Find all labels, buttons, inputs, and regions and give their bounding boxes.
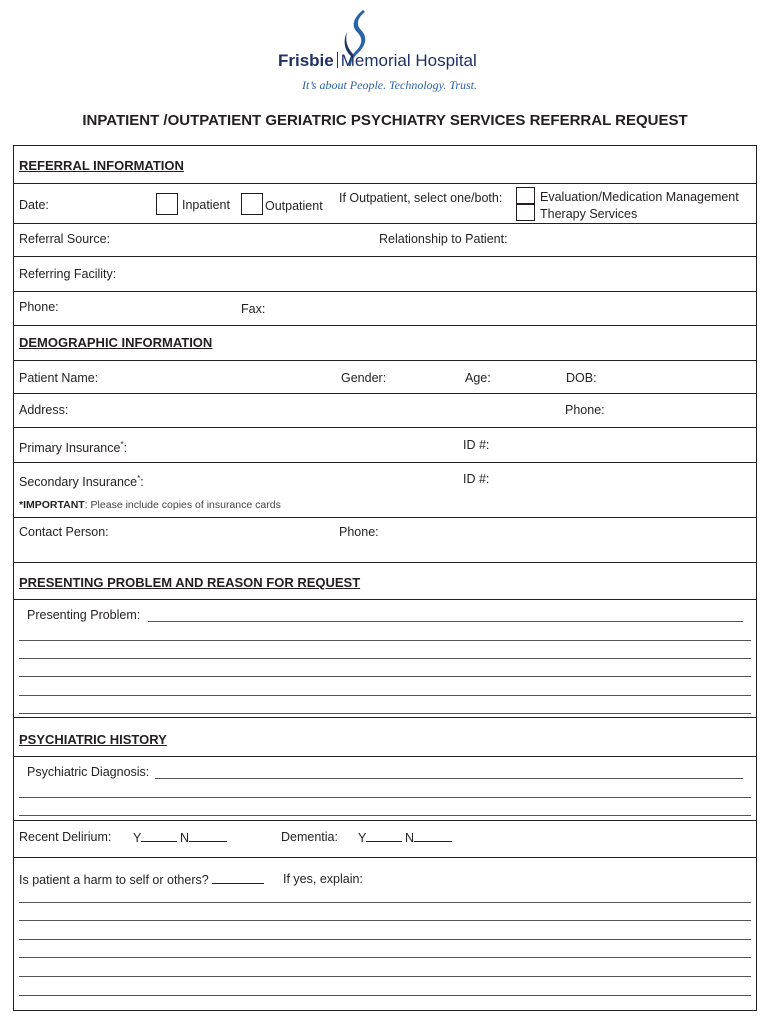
contact-phone-label: Phone: — [339, 525, 379, 539]
outpatient-checkbox[interactable] — [241, 193, 263, 215]
therapy-checkbox[interactable] — [516, 204, 535, 221]
dementia-no[interactable]: N — [405, 830, 452, 845]
delirium-yes[interactable]: Y — [133, 830, 177, 845]
inpatient-checkbox[interactable] — [156, 193, 178, 215]
therapy-option-label: Therapy Services — [540, 207, 638, 221]
presenting-problem-line[interactable] — [148, 621, 743, 622]
important-note: *IMPORTANT: Please include copies of insurance cards — [19, 499, 281, 511]
dementia-label: Dementia: — [281, 830, 338, 844]
referral-phone-label: Phone: — [19, 300, 59, 314]
secondary-insurance-label: Secondary Insurance*: — [19, 473, 144, 489]
psychiatric-diagnosis-label: Psychiatric Diagnosis: — [27, 765, 150, 779]
primary-id-label: ID #: — [463, 438, 490, 452]
evaluation-option-label: Evaluation/Medication Management — [540, 190, 739, 204]
logo-regular-text: Memorial Hospital — [340, 51, 477, 70]
outpatient-label: Outpatient — [265, 199, 323, 213]
explain-line[interactable] — [19, 902, 751, 903]
patient-name-label: Patient Name: — [19, 371, 99, 385]
section-demographic-heading: DEMOGRAPHIC INFORMATION — [19, 335, 213, 350]
diagnosis-line[interactable] — [155, 778, 743, 779]
explain-line[interactable] — [19, 957, 751, 958]
tagline: It’s about People. Technology. Trust. — [302, 78, 478, 92]
presenting-line[interactable] — [19, 713, 751, 714]
presenting-line[interactable] — [19, 695, 751, 696]
fax-label: Fax: — [241, 302, 266, 316]
if-yes-explain-label: If yes, explain: — [283, 872, 363, 886]
date-label: Date: — [19, 198, 49, 212]
harm-question-label: Is patient a harm to self or others? — [19, 872, 264, 887]
contact-person-label: Contact Person: — [19, 525, 109, 539]
age-label: Age: — [465, 371, 491, 385]
logo-bold-text: Frisbie — [278, 51, 334, 70]
address-phone-label: Phone: — [565, 403, 605, 417]
hospital-name — [278, 51, 477, 71]
explain-line[interactable] — [19, 976, 751, 977]
if-outpatient-label: If Outpatient, select one/both: — [339, 191, 503, 205]
gender-label: Gender: — [341, 371, 387, 385]
section-psychiatric-heading: PSYCHIATRIC HISTORY — [19, 732, 167, 747]
presenting-line[interactable] — [19, 658, 751, 659]
diagnosis-line[interactable] — [19, 815, 751, 816]
dob-label: DOB: — [566, 371, 597, 385]
recent-delirium-label: Recent Delirium: — [19, 830, 112, 844]
referral-source-label: Referral Source: — [19, 232, 111, 246]
explain-line[interactable] — [19, 939, 751, 940]
address-label: Address: — [19, 403, 69, 417]
section-referral-heading: REFERRAL INFORMATION — [19, 158, 184, 173]
section-presenting-heading: PRESENTING PROBLEM AND REASON FOR REQUEST — [19, 575, 361, 590]
secondary-id-label: ID #: — [463, 472, 490, 486]
explain-line[interactable] — [19, 995, 751, 996]
evaluation-checkbox[interactable] — [516, 187, 535, 204]
dementia-yes[interactable]: Y — [358, 830, 402, 845]
presenting-line[interactable] — [19, 676, 751, 677]
page-title: INPATIENT /OUTPATIENT GERIATRIC PSYCHIATRY SERVICES REFERRAL REQUEST — [82, 112, 688, 129]
referring-facility-label: Referring Facility: — [19, 267, 117, 281]
delirium-no[interactable]: N — [180, 830, 227, 845]
presenting-problem-label: Presenting Problem: — [27, 608, 141, 622]
relationship-label: Relationship to Patient: — [379, 232, 508, 246]
diagnosis-line[interactable] — [19, 797, 751, 798]
presenting-line[interactable] — [19, 640, 751, 641]
primary-insurance-label: Primary Insurance*: — [19, 439, 128, 455]
inpatient-label: Inpatient — [182, 198, 230, 212]
explain-line[interactable] — [19, 920, 751, 921]
